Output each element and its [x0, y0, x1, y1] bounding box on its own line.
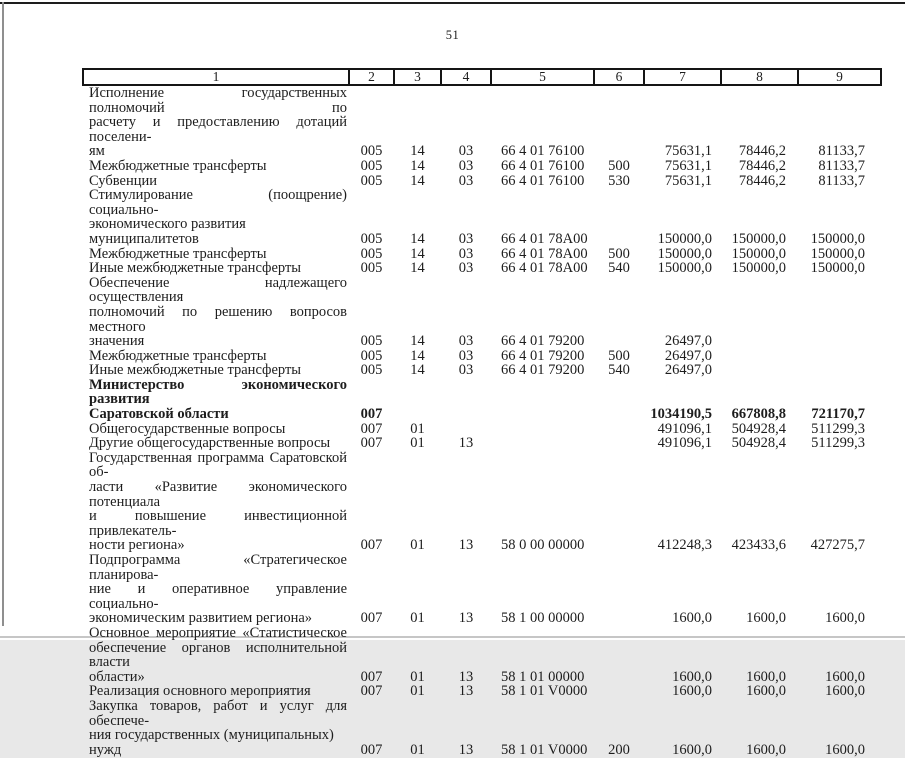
cell-c9: 511299,3	[811, 420, 865, 437]
cell-c2: 007	[360, 668, 383, 685]
cell-c5: 66 4 01 76100	[501, 143, 585, 160]
cell-c6	[594, 188, 644, 246]
cell-c4: 13	[458, 741, 474, 758]
cell-c5: 58 1 01 V0000	[501, 741, 588, 758]
table-row	[83, 349, 881, 364]
cell-c4: 03	[458, 157, 474, 174]
cell-c7: 412248,3	[657, 537, 712, 554]
row-title-line: ности региона»	[89, 537, 185, 554]
cell-c8: 667808,8	[731, 406, 786, 423]
row-title-line: Иные межбюджетные трансферты	[89, 362, 302, 379]
cell-c9: 721170,7	[811, 406, 865, 423]
cell-c7: 1600,0	[672, 610, 712, 627]
cell-c8: 1600,0	[746, 610, 786, 627]
cell-c3: 01	[410, 420, 425, 437]
cell-c2: 005	[360, 230, 383, 247]
table-row	[83, 363, 881, 378]
table-row	[83, 553, 881, 626]
table-row	[83, 436, 881, 451]
cell-c6: 540	[608, 362, 630, 379]
cell-c2: 007	[360, 741, 383, 758]
cell-c7: 491096,1	[657, 420, 712, 437]
cell-c3: 01	[410, 668, 425, 685]
cell-c6	[594, 436, 644, 451]
cell-c3: 14	[410, 172, 425, 189]
cell-c4	[441, 422, 491, 437]
cell-c8: 150000,0	[731, 245, 786, 262]
row-title-line: Межбюджетные трансферты	[89, 157, 267, 174]
cell-c4: 03	[458, 347, 474, 364]
cell-c2: 007	[360, 683, 383, 700]
row-title-line: ние и оперативное управление социально-	[89, 581, 347, 612]
cell-c3: 14	[410, 260, 425, 277]
table-row	[83, 174, 881, 189]
cell-c7: 75631,1	[664, 157, 712, 174]
cell-c8: 1600,0	[746, 683, 786, 700]
cell-c3: 14	[410, 362, 425, 379]
cell-c5	[491, 422, 594, 437]
header-cell-7: 7	[644, 69, 721, 85]
cell-c5: 66 4 01 79200	[501, 362, 585, 379]
cell-c8: 423433,6	[731, 537, 786, 554]
cell-c6	[594, 276, 644, 349]
row-title-cell	[83, 451, 349, 553]
row-title-line: Министерство экономического развития	[89, 376, 347, 408]
cell-c8	[721, 276, 798, 349]
cell-c9: 427275,7	[810, 537, 865, 554]
cell-c6: 530	[608, 172, 630, 189]
cell-c7: 491096,1	[657, 435, 712, 452]
cell-c8: 78446,2	[738, 157, 786, 174]
budget-table	[82, 68, 882, 757]
scan-edge-left	[2, 2, 4, 626]
row-title-cell	[83, 699, 349, 757]
cell-c2: 005	[360, 333, 383, 350]
table-row	[83, 188, 881, 246]
cell-c8: 1600,0	[746, 668, 786, 685]
cell-c6: 500	[608, 245, 630, 262]
row-title-line: расчету и предоставлению дотаций поселени-	[89, 114, 347, 145]
row-title-cell	[83, 363, 349, 378]
cell-c4: 13	[458, 610, 474, 627]
table-row	[83, 422, 881, 437]
cell-c9: 511299,3	[811, 435, 865, 452]
cell-c9: 81133,7	[818, 157, 865, 174]
cell-c2: 005	[360, 260, 383, 277]
cell-c5: 66 4 01 78A00	[501, 230, 588, 247]
cell-c7: 26497,0	[664, 347, 712, 364]
row-title-cell	[83, 261, 349, 276]
cell-c4: 03	[458, 362, 474, 379]
cell-c8: 1600,0	[746, 741, 786, 758]
row-title-cell	[83, 174, 349, 189]
cell-c3: 14	[410, 230, 425, 247]
cell-c7: 150000,0	[657, 230, 712, 247]
cell-c2: 007	[360, 610, 383, 627]
row-title-line: Реализация основного мероприятия	[89, 683, 311, 700]
cell-c5: 58 1 01 00000	[501, 668, 585, 685]
table-row	[83, 85, 881, 159]
row-title-cell	[83, 85, 349, 159]
cell-c4: 03	[458, 230, 474, 247]
table-header-row	[83, 69, 881, 85]
row-title-line: экономического развития муниципалитетов	[89, 216, 246, 247]
cell-c4: 13	[458, 435, 474, 452]
header-cell-2: 2	[349, 69, 394, 85]
cell-c3: 14	[410, 157, 425, 174]
cell-c5: 66 4 01 76100	[501, 157, 585, 174]
cell-c7: 1600,0	[672, 668, 712, 685]
row-title-line: ям	[89, 143, 105, 160]
cell-c3: 14	[410, 143, 425, 160]
cell-c3: 01	[410, 435, 425, 452]
cell-c5: 66 4 01 78A00	[501, 245, 588, 262]
cell-c6	[594, 422, 644, 437]
table-row	[83, 626, 881, 684]
cell-c3: 14	[410, 333, 425, 350]
row-title-cell	[83, 276, 349, 349]
cell-c5: 66 4 01 79200	[501, 333, 585, 350]
cell-c5: 66 4 01 76100	[501, 172, 585, 189]
cell-c3: 14	[410, 245, 425, 262]
cell-c9: 1600,0	[825, 610, 865, 627]
cell-c8: 504928,4	[731, 420, 786, 437]
cell-c3: 01	[410, 683, 425, 700]
cell-c2: 007	[360, 435, 383, 452]
row-title-cell	[83, 159, 349, 174]
cell-c3: 01	[410, 741, 425, 758]
row-title-cell	[83, 349, 349, 364]
cell-c9	[798, 276, 881, 349]
cell-c9: 81133,7	[818, 172, 865, 189]
row-title-line: Межбюджетные трансферты	[89, 347, 267, 364]
cell-c2: 005	[360, 143, 383, 160]
row-title-line: области»	[89, 668, 145, 685]
row-title-line: экономическим развитием региона»	[89, 610, 313, 627]
cell-c2: 005	[360, 245, 383, 262]
cell-c9: 81133,7	[818, 143, 865, 160]
cell-c7: 150000,0	[657, 260, 712, 277]
header-cell-5: 5	[491, 69, 594, 85]
row-title-line: Другие общегосударственные вопросы	[89, 435, 331, 452]
cell-c4	[441, 378, 491, 422]
row-title-cell	[83, 247, 349, 262]
cell-c3	[394, 378, 441, 422]
cell-c7: 75631,1	[664, 172, 712, 189]
cell-c6: 500	[608, 347, 630, 364]
cell-c7: 1034190,5	[650, 406, 712, 423]
cell-c9	[798, 363, 881, 378]
cell-c7: 26497,0	[664, 362, 712, 379]
row-title-line: полномочий по решению вопросов местного	[89, 303, 347, 335]
cell-c7: 75631,1	[664, 143, 712, 160]
row-title-line: Иные межбюджетные трансферты	[89, 260, 302, 277]
cell-c4: 13	[458, 537, 474, 554]
row-title-cell	[83, 684, 349, 699]
cell-c6	[594, 553, 644, 626]
header-cell-8: 8	[721, 69, 798, 85]
cell-c5: 58 1 00 00000	[501, 610, 585, 627]
row-title-line: и повышение инвестиционной привлекатель-	[89, 508, 347, 539]
cell-c6	[594, 684, 644, 699]
header-cell-4: 4	[441, 69, 491, 85]
cell-c9	[798, 349, 881, 364]
cell-c7: 1600,0	[672, 683, 712, 700]
cell-c5: 66 4 01 79200	[501, 347, 585, 364]
row-title-cell	[83, 553, 349, 626]
cell-c9: 1600,0	[825, 668, 865, 685]
row-title-line: Стимулирование (поощрение) социально-	[89, 187, 347, 218]
cell-c7: 26497,0	[664, 333, 712, 350]
cell-c8: 150000,0	[731, 230, 786, 247]
table-row	[83, 276, 881, 349]
cell-c6	[594, 85, 644, 159]
cell-c7: 150000,0	[657, 245, 712, 262]
cell-c2: 007	[360, 420, 383, 437]
row-title-line: Исполнение государственных полномочий по	[89, 85, 347, 116]
cell-c8: 504928,4	[731, 435, 786, 452]
row-title-line: ласти «Развитие экономического потенциала	[89, 479, 347, 510]
cell-c8: 78446,2	[738, 143, 786, 160]
cell-c3: 14	[410, 347, 425, 364]
header-cell-6: 6	[594, 69, 644, 85]
row-title-line: значения	[89, 333, 145, 350]
cell-c2: 005	[360, 347, 383, 364]
cell-c8	[721, 349, 798, 364]
row-title-line: Саратовской области	[89, 406, 229, 423]
cell-c5: 66 4 01 78A00	[501, 260, 588, 277]
row-title-cell	[83, 626, 349, 684]
header-cell-1: 1	[83, 69, 349, 85]
cell-c4: 03	[458, 245, 474, 262]
cell-c5: 58 0 00 00000	[501, 537, 585, 554]
cell-c6: 540	[608, 260, 630, 277]
cell-c4: 03	[458, 143, 474, 160]
row-title-line: Закупка товаров, работ и услуг для обеспече-	[89, 697, 347, 729]
table-row	[83, 684, 881, 699]
cell-c4: 13	[458, 668, 474, 685]
table-row	[83, 247, 881, 262]
cell-c4: 13	[458, 683, 474, 700]
row-title-cell	[83, 422, 349, 437]
row-title-line: Основное мероприятие «Статистическое	[89, 624, 347, 641]
table-row	[83, 159, 881, 174]
row-title-line: Общегосударственные вопросы	[89, 420, 286, 437]
cell-c4: 03	[458, 172, 474, 189]
cell-c8: 150000,0	[731, 260, 786, 277]
cell-c5	[491, 436, 594, 451]
cell-c2: 007	[360, 537, 383, 554]
cell-c8	[721, 363, 798, 378]
cell-c6: 500	[608, 157, 630, 174]
cell-c8: 78446,2	[738, 172, 786, 189]
cell-c9: 1600,0	[825, 683, 865, 700]
row-title-line: Государственная программа Саратовской об-	[89, 449, 347, 481]
header-cell-9: 9	[798, 69, 881, 85]
cell-c3: 01	[410, 537, 425, 554]
cell-c3: 01	[410, 610, 425, 627]
cell-c9: 150000,0	[810, 245, 865, 262]
cell-c6	[594, 378, 644, 422]
cell-c5	[491, 378, 594, 422]
cell-c7: 1600,0	[672, 741, 712, 758]
cell-c6	[594, 451, 644, 553]
cell-c9: 150000,0	[810, 260, 865, 277]
cell-c2: 007	[360, 406, 383, 423]
cell-c9: 150000,0	[810, 230, 865, 247]
cell-c9: 1600,0	[825, 741, 865, 758]
row-title-cell	[83, 378, 349, 422]
row-title-line: ния государственных (муниципальных) нужд	[89, 727, 334, 758]
cell-c6	[594, 626, 644, 684]
row-title-line: Обеспечение надлежащего осуществления	[89, 274, 347, 306]
cell-c4: 03	[458, 333, 474, 350]
row-title-line: Подпрограмма «Стратегическое планирова-	[89, 552, 347, 583]
cell-c5: 58 1 01 V0000	[501, 683, 588, 700]
table-row	[83, 261, 881, 276]
table-row	[83, 378, 881, 422]
cell-c4: 03	[458, 260, 474, 277]
row-title-line: Субвенции	[89, 172, 157, 189]
row-title-cell	[83, 188, 349, 246]
row-title-line: Межбюджетные трансферты	[89, 245, 267, 262]
row-title-cell	[83, 436, 349, 451]
table-row	[83, 451, 881, 553]
cell-c2: 005	[360, 157, 383, 174]
row-title-line: обеспечение органов исполнительной власти	[89, 639, 347, 671]
header-cell-3: 3	[394, 69, 441, 85]
scan-edge-top	[0, 2, 905, 4]
table-row	[83, 699, 881, 757]
cell-c2: 005	[360, 172, 383, 189]
cell-c6: 200	[608, 741, 630, 758]
page-number: 51	[445, 28, 460, 42]
cell-c2: 005	[360, 362, 383, 379]
